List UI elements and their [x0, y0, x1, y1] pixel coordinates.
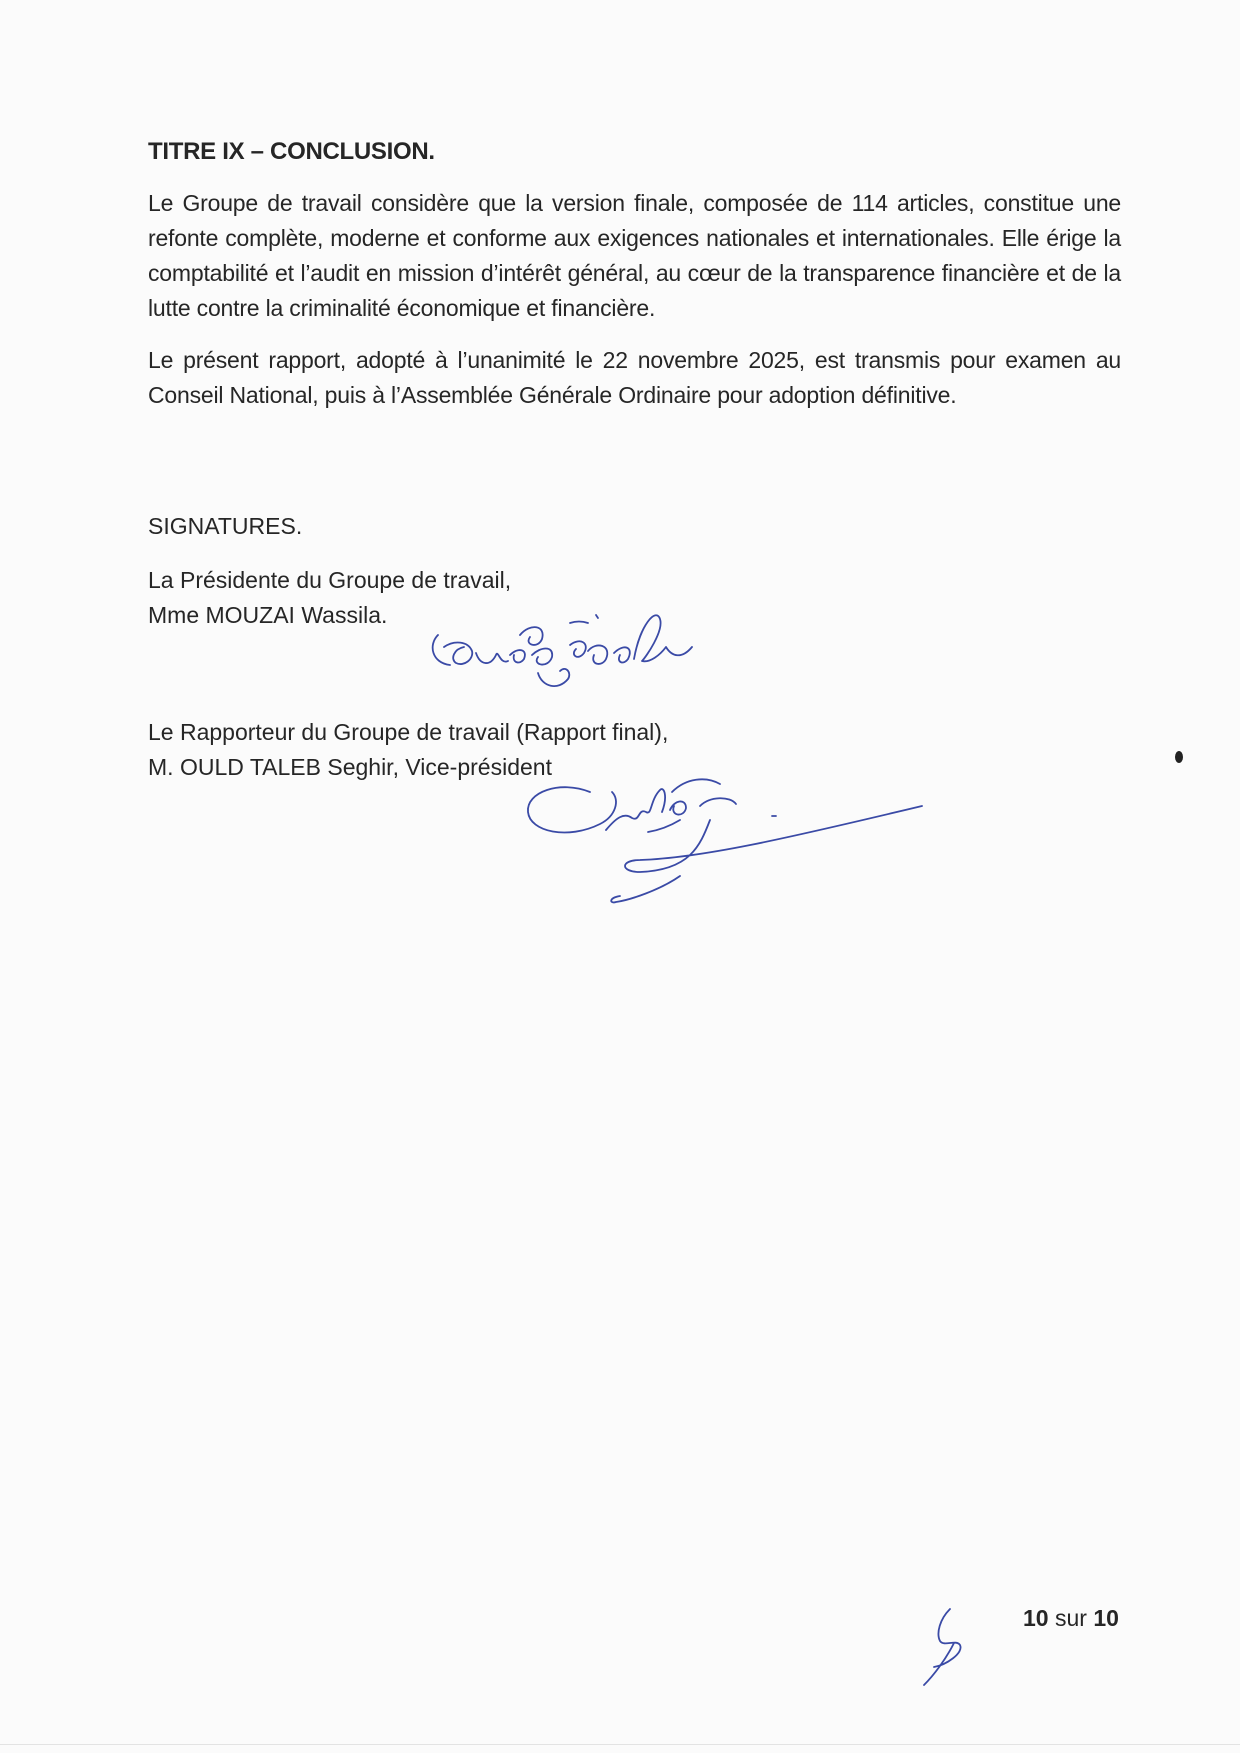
page-current: 10	[1023, 1605, 1049, 1631]
page-total: 10	[1093, 1605, 1119, 1631]
president-name: Mme MOUZAI Wassila.	[148, 602, 388, 628]
page-number	[1023, 1605, 1119, 1632]
president-role: La Présidente du Groupe de travail,	[148, 567, 512, 593]
rapporteur-role: Le Rapporteur du Groupe de travail (Rapport final),	[148, 719, 669, 745]
conclusion-paragraph-2: Le présent rapport, adopté à l’unanimité le 22 novembre 2025, est transmis pour examen au Conseil National, puis à l’Assemblée Générale Ordinaire pour adoption définitive.	[148, 347, 1121, 408]
president-signature	[420, 585, 750, 700]
signatures-title: SIGNATURES.	[148, 513, 303, 539]
conclusion-paragraph-1: Le Groupe de travail considère que la version finale, composée de 114 articles, constitue une refonte complète, moderne et conforme aux exigences nationales et internationales. Elle érige la comptabilité et l’audit en mission d’intérêt général, au cœur de la transparence financière et de la lutte contre la criminalité économique et financière.	[148, 190, 1121, 321]
ink-speck	[1175, 751, 1183, 763]
page-bottom-edge	[0, 1744, 1240, 1745]
rapporteur-name: M. OULD TALEB Seghir, Vice-président	[148, 754, 552, 780]
rapporteur-signature	[520, 760, 940, 935]
document-body	[148, 138, 1121, 430]
page-separator: sur	[1054, 1605, 1087, 1631]
section-heading: TITRE IX – CONCLUSION.	[148, 138, 435, 165]
paraph-initials	[910, 1605, 980, 1690]
